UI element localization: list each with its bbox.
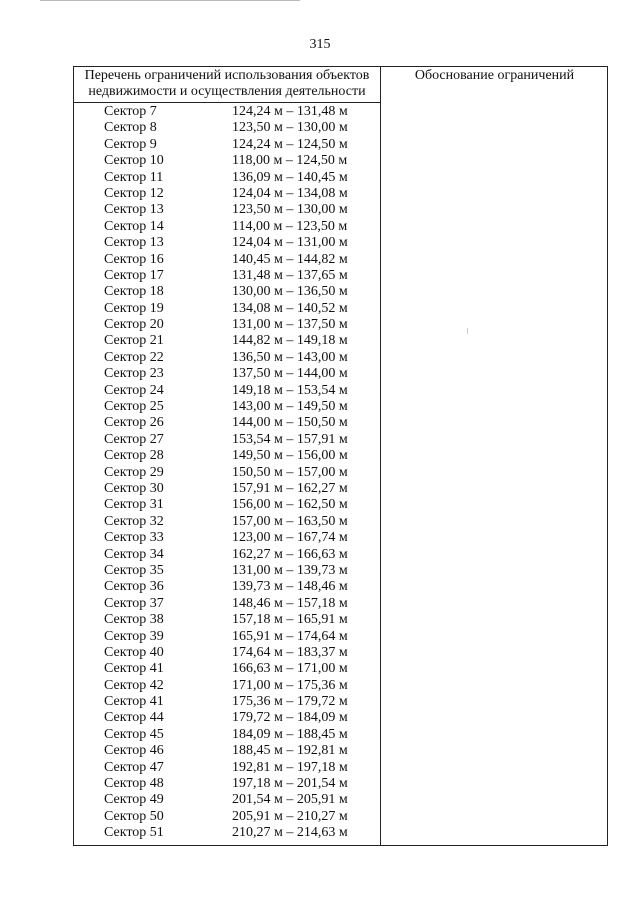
table-row: [74, 547, 380, 563]
table-row: [74, 645, 380, 661]
table-row: [74, 694, 380, 710]
sector-name: Сектор 44: [104, 710, 164, 726]
table-row: [74, 383, 380, 399]
table-row: [74, 809, 380, 825]
sector-name: Сектор 20: [104, 317, 164, 333]
height-range: 149,18 м – 153,54 м: [232, 382, 348, 398]
sector-name: Сектор 9: [104, 136, 157, 152]
height-range: 156,00 м – 162,50 м: [232, 497, 348, 513]
sector-name: Сектор 35: [104, 562, 164, 578]
table-row: [74, 629, 380, 645]
sector-name: Сектор 27: [104, 431, 164, 447]
sector-name: Сектор 50: [104, 808, 164, 824]
sector-name: Сектор 29: [104, 464, 164, 480]
table-row: [74, 465, 380, 481]
header-justification: Обоснование ограничений: [414, 68, 575, 83]
height-range: 143,00 м – 149,50 м: [232, 399, 348, 415]
table-row: [74, 710, 380, 726]
sector-name: Сектор 31: [104, 497, 164, 513]
table-row: [74, 661, 380, 677]
sector-name: Сектор 17: [104, 267, 164, 283]
height-range: 139,73 м – 148,46 м: [232, 579, 348, 595]
sector-name: Сектор 32: [104, 513, 164, 529]
sector-name: Сектор 13: [104, 235, 164, 251]
table-row: [74, 366, 380, 382]
height-range: 131,48 м – 137,65 м: [232, 267, 348, 283]
table-rows: [74, 104, 380, 842]
height-range: 131,00 м – 139,73 м: [232, 562, 348, 578]
sector-name: Сектор 21: [104, 333, 164, 349]
table-row: [74, 350, 380, 366]
table-row: [74, 678, 380, 694]
table-row: [74, 727, 380, 743]
sector-name: Сектор 11: [104, 169, 164, 185]
height-range: 184,09 м – 188,45 м: [232, 726, 348, 742]
sector-name: Сектор 30: [104, 480, 164, 496]
table-row: [74, 432, 380, 448]
table-row: [74, 202, 380, 218]
sector-name: Сектор 45: [104, 726, 164, 742]
height-range: 123,00 м – 167,74 м: [232, 530, 348, 546]
column-divider: [380, 67, 381, 845]
height-range: 157,00 м – 163,50 м: [232, 513, 348, 529]
sector-name: Сектор 34: [104, 546, 164, 562]
table-row: [74, 170, 380, 186]
height-range: 123,50 м – 130,00 м: [232, 120, 348, 136]
height-range: 157,18 м – 165,91 м: [232, 612, 348, 628]
height-range: 114,00 м – 123,50 м: [232, 218, 348, 234]
table-row: [74, 530, 380, 546]
height-range: 197,18 м – 201,54 м: [232, 776, 348, 792]
table-row: [74, 301, 380, 317]
restrictions-table: [73, 66, 608, 846]
height-range: 150,50 м – 157,00 м: [232, 464, 348, 480]
table-row: [74, 579, 380, 595]
sector-name: Сектор 36: [104, 579, 164, 595]
table-row: [74, 776, 380, 792]
sector-name: Сектор 19: [104, 300, 164, 316]
table-row: [74, 219, 380, 235]
height-range: 124,04 м – 134,08 м: [232, 185, 348, 201]
sector-name: Сектор 16: [104, 251, 164, 267]
sector-name: Сектор 39: [104, 628, 164, 644]
table-row: [74, 563, 380, 579]
sector-name: Сектор 46: [104, 743, 164, 759]
height-range: 174,64 м – 183,37 м: [232, 644, 348, 660]
page-number: 315: [309, 37, 331, 52]
sector-name: Сектор 10: [104, 153, 164, 169]
height-range: 175,36 м – 179,72 м: [232, 694, 348, 710]
sector-name: Сектор 40: [104, 644, 164, 660]
height-range: 205,91 м – 210,27 м: [232, 808, 348, 824]
table-row: [74, 104, 380, 120]
sector-name: Сектор 12: [104, 185, 164, 201]
sector-name: Сектор 42: [104, 677, 164, 693]
height-range: 131,00 м – 137,50 м: [232, 317, 348, 333]
height-range: 136,50 м – 143,00 м: [232, 349, 348, 365]
table-row: [74, 415, 380, 431]
table-row: [74, 743, 380, 759]
table-row: [74, 317, 380, 333]
table-row: [74, 792, 380, 808]
sector-name: Сектор 37: [104, 595, 164, 611]
table-row: [74, 481, 380, 497]
table-row: [74, 514, 380, 530]
height-range: 171,00 м – 175,36 м: [232, 677, 348, 693]
height-range: 192,81 м – 197,18 м: [232, 759, 348, 775]
height-range: 123,50 м – 130,00 м: [232, 202, 348, 218]
height-range: 130,00 м – 136,50 м: [232, 284, 348, 300]
height-range: 144,82 м – 149,18 м: [232, 333, 348, 349]
table-row: [74, 825, 380, 841]
table-row: [74, 235, 380, 251]
sector-name: Сектор 28: [104, 448, 164, 464]
sector-name: Сектор 49: [104, 792, 164, 808]
table-row: [74, 137, 380, 153]
height-range: 118,00 м – 124,50 м: [232, 153, 348, 169]
sector-name: Сектор 13: [104, 202, 164, 218]
height-range: 124,24 м – 124,50 м: [232, 136, 348, 152]
table-row: [74, 252, 380, 268]
sector-name: Сектор 22: [104, 349, 164, 365]
sector-name: Сектор 25: [104, 399, 164, 415]
scan-speck: [467, 328, 468, 334]
table-row: [74, 120, 380, 136]
height-range: 134,08 м – 140,52 м: [232, 300, 348, 316]
height-range: 124,24 м – 131,48 м: [232, 104, 348, 119]
sector-name: Сектор 23: [104, 366, 164, 382]
scan-top-line: [40, 0, 300, 1]
sector-name: Сектор 41: [104, 694, 164, 710]
sector-name: Сектор 47: [104, 759, 164, 775]
height-range: 179,72 м – 184,09 м: [232, 710, 348, 726]
sector-name: Сектор 7: [104, 104, 157, 119]
sector-name: Сектор 24: [104, 382, 164, 398]
table-row: [74, 612, 380, 628]
sector-name: Сектор 33: [104, 530, 164, 546]
height-range: 201,54 м – 205,91 м: [232, 792, 348, 808]
table-row: [74, 596, 380, 612]
height-range: 165,91 м – 174,64 м: [232, 628, 348, 644]
sector-name: Сектор 14: [104, 218, 164, 234]
header-divider: [74, 102, 380, 103]
sector-name: Сектор 18: [104, 284, 164, 300]
sector-name: Сектор 51: [104, 825, 164, 841]
height-range: 188,45 м – 192,81 м: [232, 743, 348, 759]
height-range: 136,09 м – 140,45 м: [232, 169, 348, 185]
sector-name: Сектор 48: [104, 776, 164, 792]
height-range: 137,50 м – 144,00 м: [232, 366, 348, 382]
height-range: 153,54 м – 157,91 м: [232, 431, 348, 447]
header-restrictions-list: Перечень ограничений использования объектов недвижимости и осуществления деятельности: [84, 68, 370, 99]
sector-name: Сектор 26: [104, 415, 164, 431]
table-row: [74, 448, 380, 464]
height-range: 166,63 м – 171,00 м: [232, 661, 348, 677]
table-row: [74, 497, 380, 513]
table-row: [74, 399, 380, 415]
height-range: 144,00 м – 150,50 м: [232, 415, 348, 431]
height-range: 124,04 м – 131,00 м: [232, 235, 348, 251]
table-row: [74, 153, 380, 169]
height-range: 210,27 м – 214,63 м: [232, 825, 348, 841]
table-row: [74, 186, 380, 202]
sector-name: Сектор 41: [104, 661, 164, 677]
height-range: 157,91 м – 162,27 м: [232, 480, 348, 496]
table-row: [74, 284, 380, 300]
table-row: [74, 333, 380, 349]
height-range: 148,46 м – 157,18 м: [232, 595, 348, 611]
height-range: 140,45 м – 144,82 м: [232, 251, 348, 267]
sector-name: Сектор 8: [104, 120, 157, 136]
height-range: 162,27 м – 166,63 м: [232, 546, 348, 562]
height-range: 149,50 м – 156,00 м: [232, 448, 348, 464]
sector-name: Сектор 38: [104, 612, 164, 628]
table-row: [74, 268, 380, 284]
table-row: [74, 760, 380, 776]
